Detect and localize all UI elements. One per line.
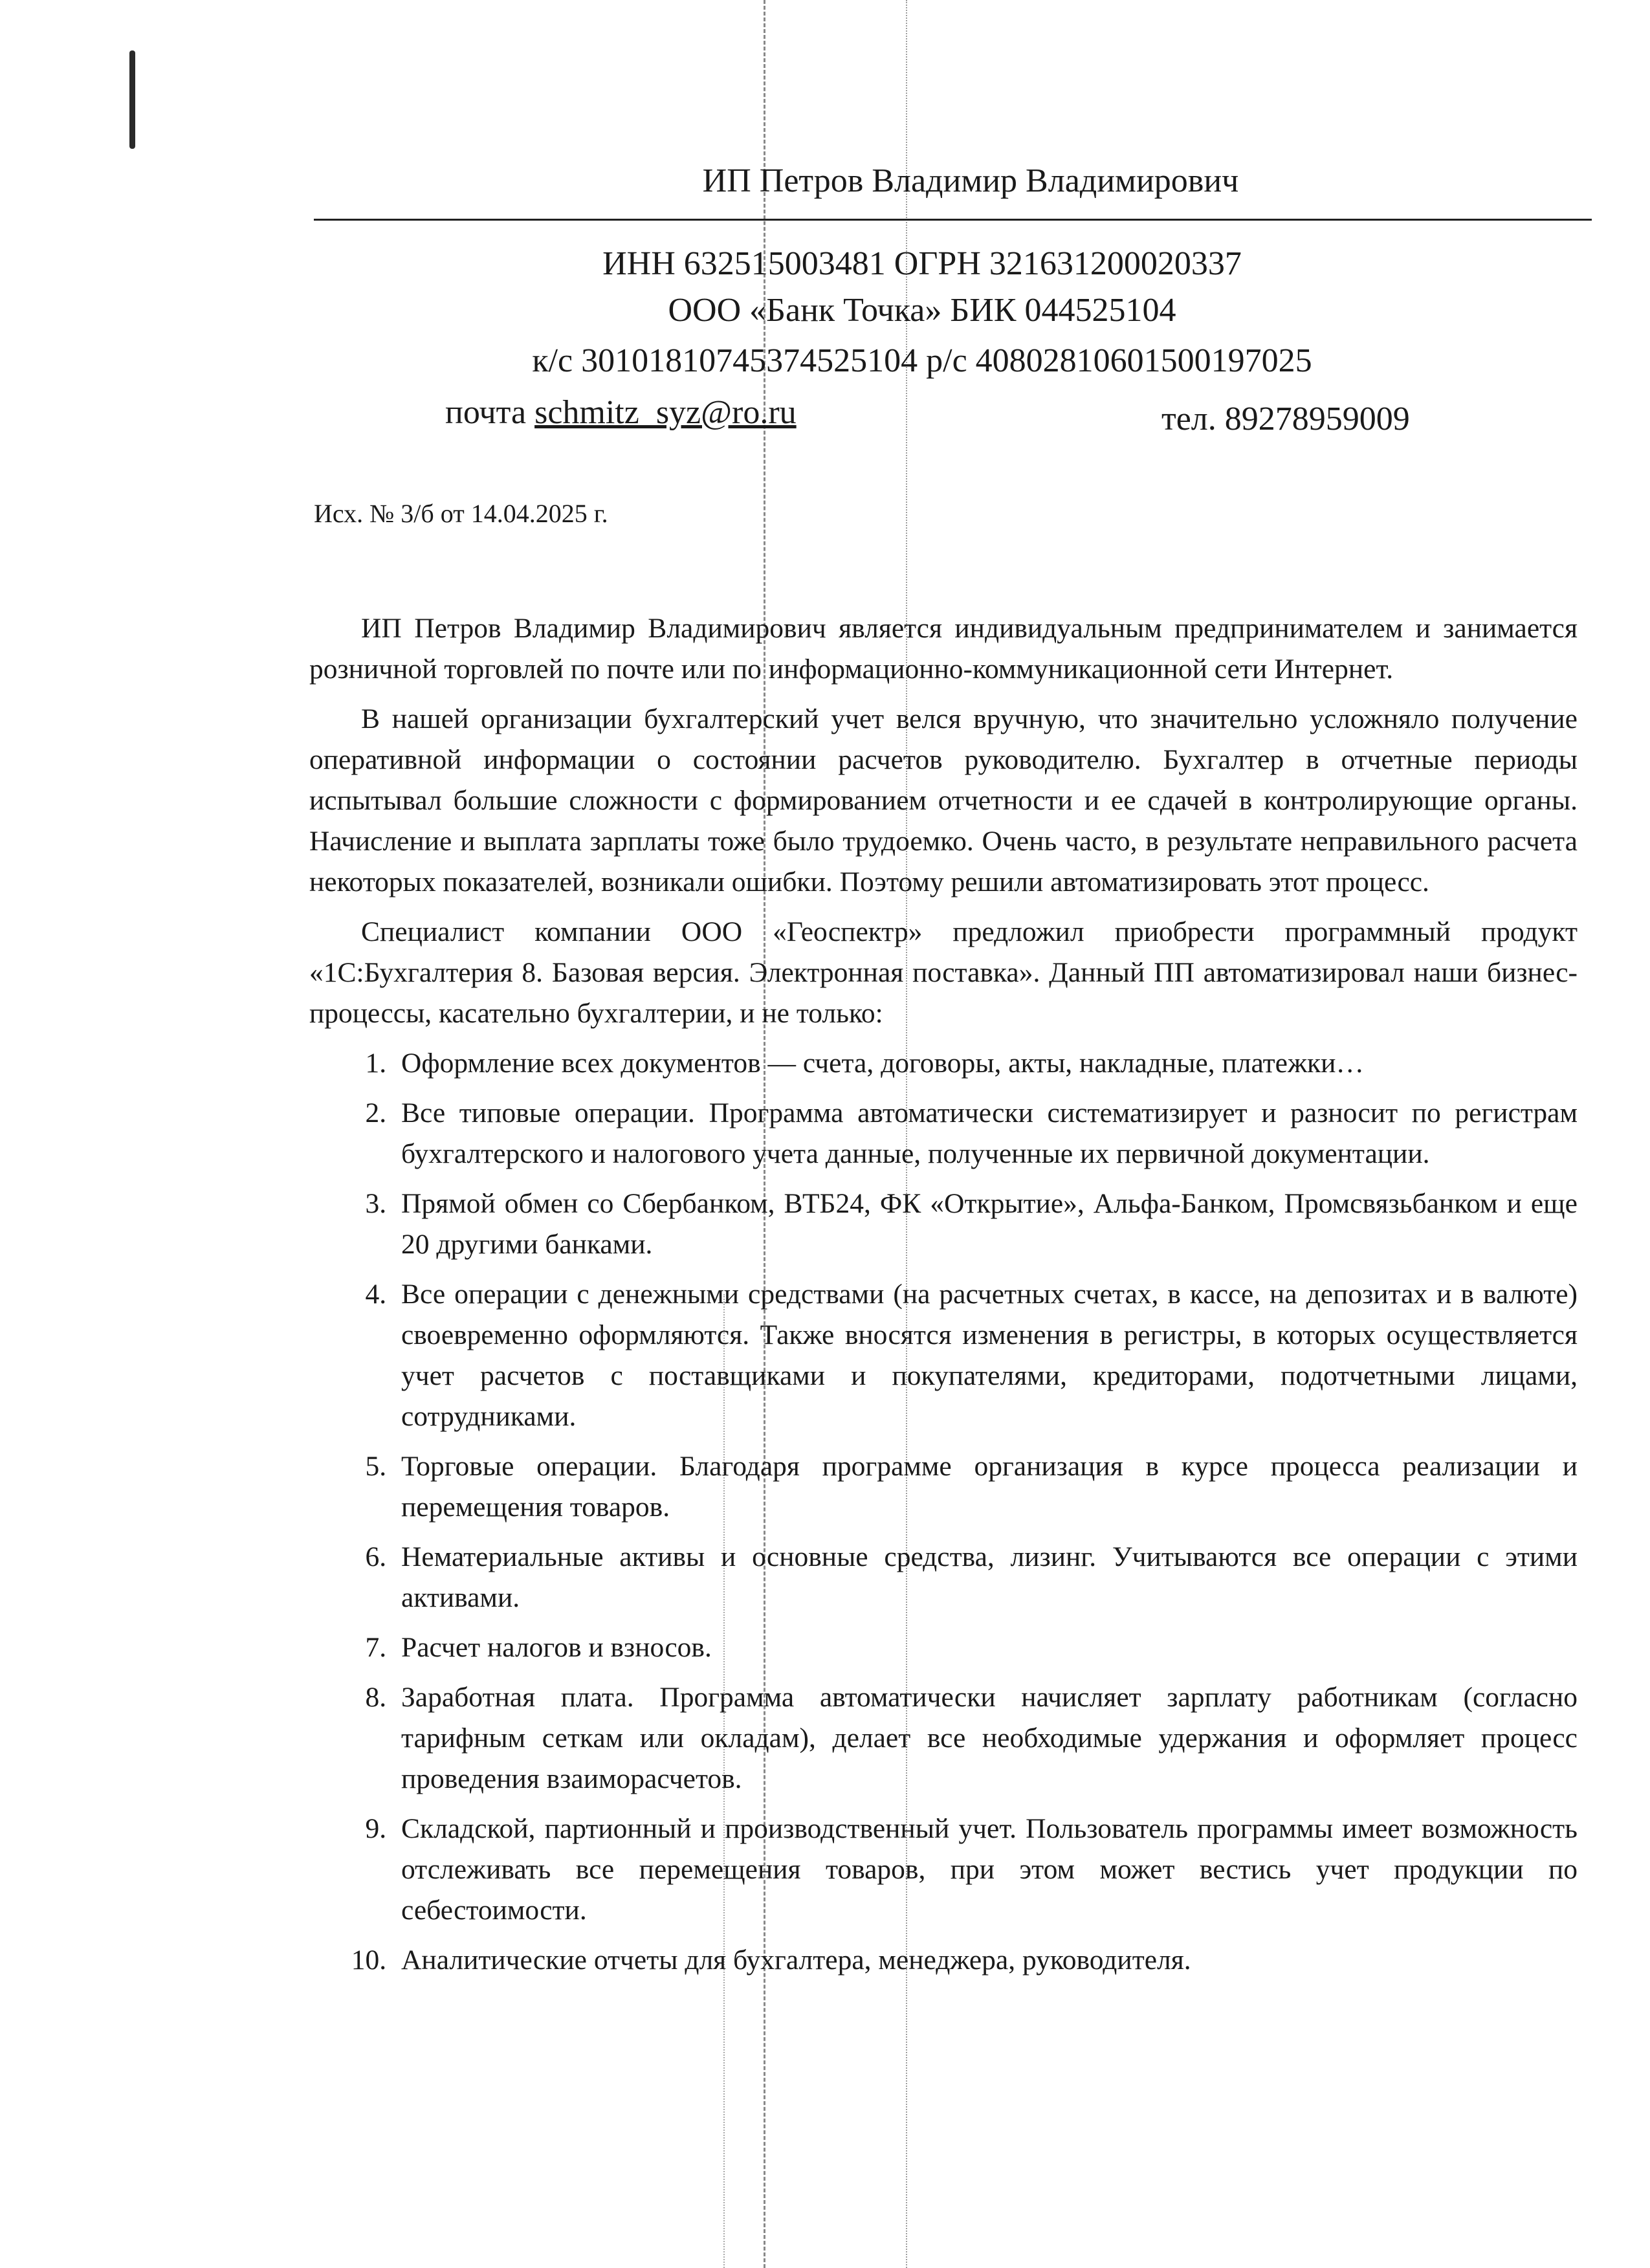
- list-item: 7. Расчет налогов и взносов.: [393, 1627, 1578, 1668]
- letterhead-accounts: к/с 30101810745374525104 р/с 40802810601500197025: [532, 342, 1312, 379]
- list-item: 5. Торговые операции. Благодаря программе организация в курсе процесса реализации и перемещения товаров.: [393, 1446, 1578, 1528]
- list-item: 1. Оформление всех документов — счета, договоры, акты, накладные, платежки…: [393, 1043, 1578, 1084]
- letterhead-name: ИП Петров Владимир Владимирович: [702, 162, 1239, 199]
- list-item: 10. Аналитические отчеты для бухгалтера, менеджера, руководителя.: [393, 1940, 1578, 1981]
- features-list: [309, 1043, 1578, 1981]
- letterhead-mail: [445, 393, 797, 432]
- paragraph: Специалист компании ООО «Геоспектр» предложил приобрести программный продукт «1С:Бухгалтерия 8. Базовая версия. Электронная поставка». Данный ПП автоматизировал наши бизнес-процессы, касательно бухгалтерии, и не только:: [309, 916, 1578, 1029]
- list-item: 2. Все типовые операции. Программа автоматически систематизирует и разносит по регистрам бухгалтерского и налогового учета данные, полученные их первичной документации.: [393, 1093, 1578, 1174]
- letterhead-phone: тел. 89278959009: [1161, 401, 1410, 437]
- outgoing-reference: Исх. № 3/б от 14.04.2025 г.: [314, 499, 608, 528]
- list-item: 3. Прямой обмен со Сбербанком, ВТБ24, ФК «Открытие», Альфа-Банком, Промсвязьбанком и еще 20 другими банками.: [393, 1184, 1578, 1265]
- list-item: 6. Нематериальные активы и основные средства, лизинг. Учитываются все операции с этими активами.: [393, 1537, 1578, 1618]
- list-item: 8. Заработная плата. Программа автоматически начисляет зарплату работникам (согласно тарифным сеткам или окладам), делает все необходимые удержания и оформляет процесс проведения взаиморасчетов.: [393, 1677, 1578, 1800]
- list-item: 9. Складской, партионный и производственный учет. Пользователь программы имеет возможность отслеживать все перемещения товаров, при этом может вестись учет продукции по себестоимости.: [393, 1809, 1578, 1931]
- letterhead-inn-ogrn: ИНН 632515003481 ОГРН 321631200020337: [602, 245, 1242, 282]
- email-link[interactable]: schmitz_syz@ro.ru: [534, 394, 797, 431]
- letterhead-contacts: [0, 393, 1650, 439]
- paragraph: В нашей организации бухгалтерский учет велся вручную, что значительно усложняло получение оперативной информации о состоянии расчетов руководителю. Бухгалтер в отчетные периоды испытывал большие сложности с формированием отчетности и ее сдачей в контролирующие органы. Начисление и выплата зарплаты тоже было трудоемко. Очень часто, в результате неправильного расчета некоторых показателей, возникали ошибки. Поэтому решили автоматизировать этот процесс.: [309, 703, 1578, 897]
- letter-body: [309, 608, 1578, 1990]
- list-item: 4. Все операции с денежными средствами (на расчетных счетах, в кассе, на депозитах и в валюте) своевременно оформляются. Также вносятся изменения в регистры, в которых осуществляется учет расчетов с поставщиками и покупателями, кредиторами, подотчетными лицами, сотрудниками.: [393, 1274, 1578, 1437]
- scan-punch-mark: [129, 50, 135, 149]
- mail-label: почта: [445, 394, 527, 431]
- paragraph: ИП Петров Владимир Владимирович является индивидуальным предпринимателем и занимается розничной торговлей по почте или по информационно-коммуникационной сети Интернет.: [309, 613, 1578, 685]
- letterhead-divider: [314, 219, 1592, 221]
- letterhead-bank: ООО «Банк Точка» БИК 044525104: [668, 292, 1176, 329]
